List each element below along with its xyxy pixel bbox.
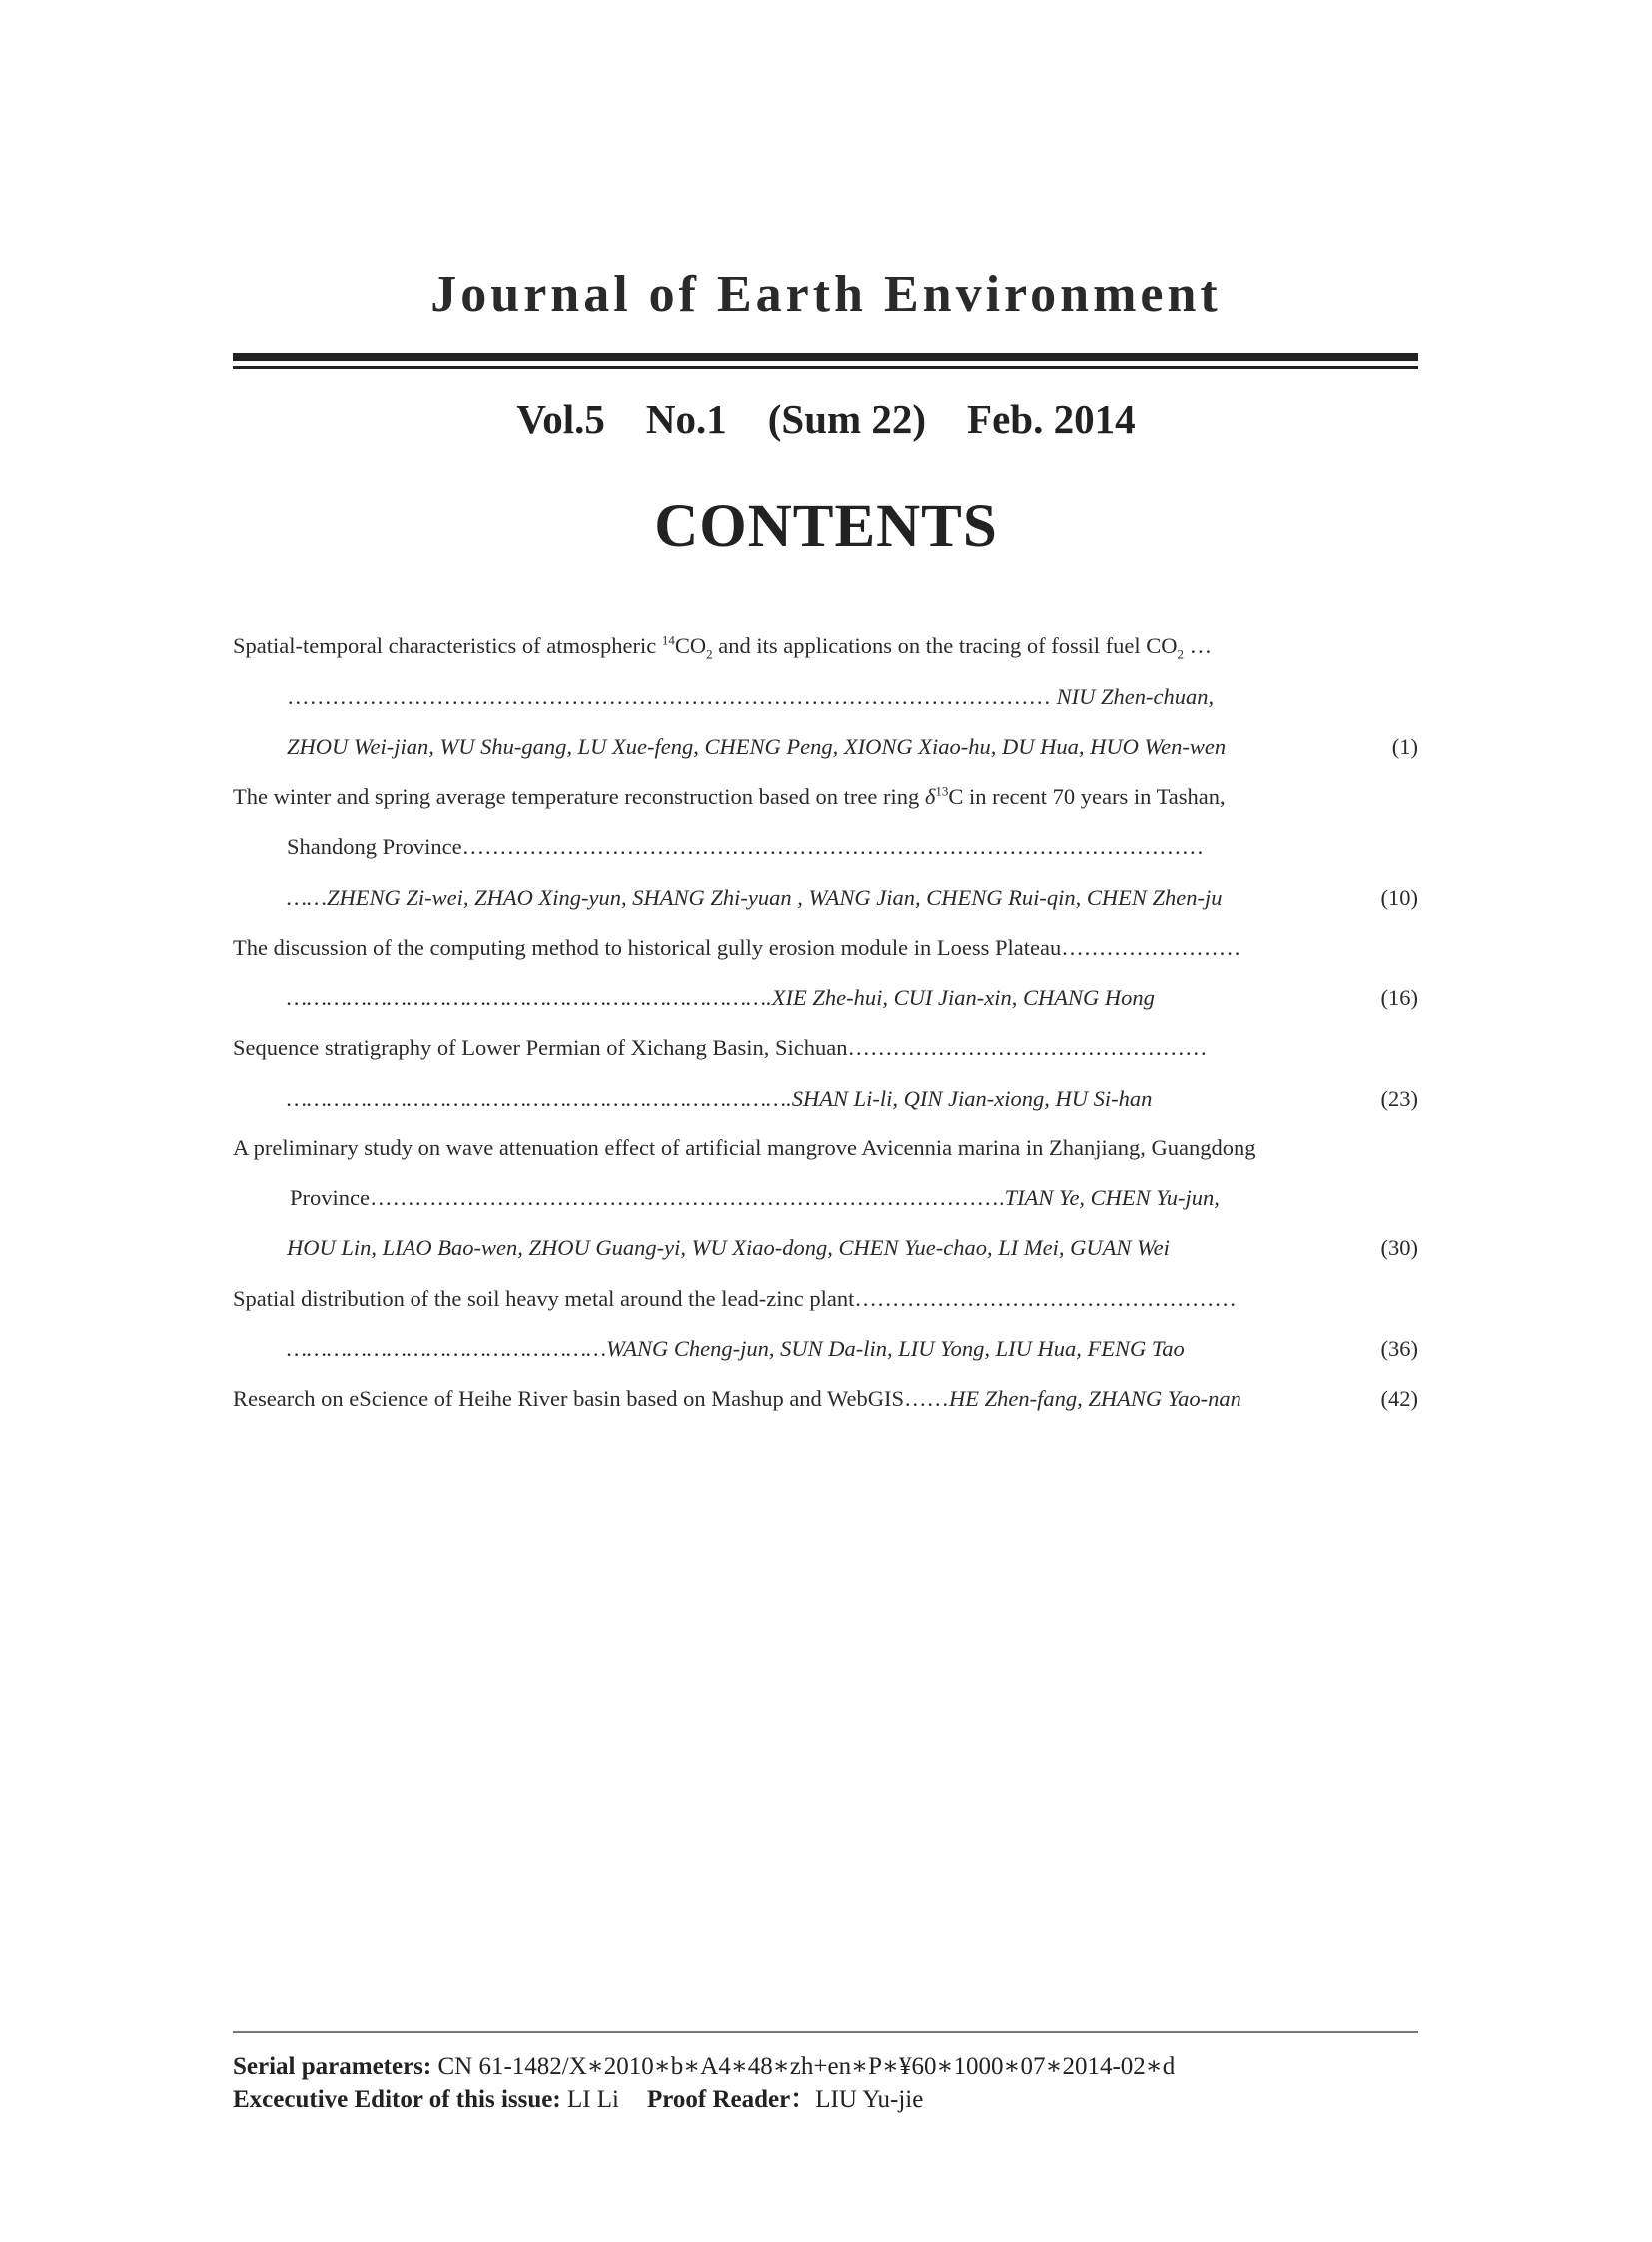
article-1-title-text-2: CO bbox=[674, 633, 707, 658]
editor-value: LI Li bbox=[566, 2086, 620, 2113]
article-3-authors-line bbox=[287, 984, 1155, 1012]
article-5-authors-2: HOU Lin, LIAO Bao-wen, ZHOU Guang-yi, WU Xiao-dong, CHEN Yue-chao, LI Mei, GUAN Wei bbox=[287, 1235, 1170, 1260]
article-5-authors: TIAN Ye, CHEN Yu-jun, bbox=[1004, 1185, 1220, 1210]
article-1-leader-line bbox=[287, 683, 1214, 711]
proof-reader-value: LIU Yu-jie bbox=[815, 2086, 924, 2113]
article-2-page: (10) bbox=[1380, 885, 1418, 910]
article-1-authors-line-2 bbox=[287, 733, 1226, 761]
article-2-title-line-2: Shandong Province……………………………………………………………………………………… bbox=[287, 834, 1205, 859]
journal-title: Journal of Earth Environment bbox=[430, 266, 1222, 323]
issue-info: Vol.5 No.1 (Sum 22) Feb. 2014 bbox=[516, 396, 1136, 442]
proof-reader-colon: ： bbox=[790, 2086, 816, 2113]
serial-value: CN 61-1482/X∗2010∗b∗A4∗48∗zh+en∗P∗¥60∗1000∗07∗2014-02∗d bbox=[437, 2053, 1176, 2080]
article-7-authors: HE Zhen-fang, ZHANG Yao-nan bbox=[948, 1386, 1241, 1411]
article-2-title[interactable] bbox=[233, 783, 1226, 811]
article-5-authors-line-2 bbox=[287, 1234, 1170, 1262]
article-2-title-sup: 13 bbox=[935, 783, 949, 799]
article-1-title[interactable] bbox=[233, 632, 1212, 660]
article-6-title[interactable]: Spatial distribution of the soil heavy metal around the lead-zinc plant…………………………………………… bbox=[233, 1286, 1237, 1311]
article-1-title-text: Spatial-temporal characteristics of atmospheric bbox=[233, 633, 662, 658]
serial-parameters bbox=[233, 2051, 1175, 2083]
article-1-authors-2: ZHOU Wei-jian, WU Shu-gang, LU Xue-feng, CHENG Peng, XIONG Xiao-hu, DU Hua, HUO Wen-wen bbox=[287, 734, 1227, 759]
article-4-authors: ………………………………………………………………….SHAN Li-li, QIN Jian-xiong, HU Si-han bbox=[287, 1086, 1153, 1111]
article-1-title-text-4: … bbox=[1184, 633, 1213, 658]
article-5-title[interactable]: A preliminary study on wave attenuation effect of artificial mangrove Avicennia marina in Zhanjiang, Guangdong bbox=[233, 1135, 1256, 1160]
proof-reader-label: Proof Reader bbox=[647, 2086, 791, 2113]
article-1-title-sup: 14 bbox=[661, 632, 675, 648]
article-7-title[interactable] bbox=[233, 1385, 1241, 1413]
article-3-title[interactable]: The discussion of the computing method to historical gully erosion module in Loess Plateau…………………… bbox=[233, 935, 1241, 960]
article-2-title-text: The winter and spring average temperature reconstruction based on tree ring bbox=[233, 784, 925, 809]
article-6-authors-line bbox=[287, 1335, 1185, 1363]
article-1-authors: NIU Zhen-chuan, bbox=[1056, 684, 1215, 709]
article-1-title-text-3: and its applications on the tracing of fossil fuel CO bbox=[712, 633, 1178, 658]
article-3-authors: ……………………………………………………………….XIE Zhe-hui, CUI Jian-xin, CHANG Hong bbox=[287, 985, 1155, 1010]
article-3-page: (16) bbox=[1380, 985, 1418, 1010]
header-rule-thin bbox=[233, 366, 1418, 369]
article-1-page: (1) bbox=[1391, 734, 1418, 759]
editor-line bbox=[233, 2084, 923, 2116]
footer-rule bbox=[233, 2031, 1418, 2033]
article-5-page: (30) bbox=[1380, 1235, 1418, 1260]
article-1-title-sub-2: 2 bbox=[1177, 646, 1185, 662]
article-2-authors-line bbox=[287, 884, 1223, 912]
article-6-page: (36) bbox=[1380, 1336, 1418, 1361]
editor-label: Excecutive Editor of this issue: bbox=[233, 2086, 567, 2113]
article-4-page: (23) bbox=[1380, 1086, 1418, 1111]
article-2-title-delta: δ bbox=[924, 784, 936, 809]
article-5-title-line-2 bbox=[290, 1184, 1220, 1212]
article-1-leader: ………………………………………………………………………………………… bbox=[287, 684, 1057, 709]
article-2-authors: ……ZHENG Zi-wei, ZHAO Xing-yun, SHANG Zhi-yuan , WANG Jian, CHENG Rui-qin, CHEN Zhen-ju bbox=[287, 885, 1223, 910]
article-7-title-text: Research on eScience of Heihe River basin based on Mashup and WebGIS…… bbox=[233, 1386, 949, 1411]
contents-heading: CONTENTS bbox=[654, 493, 998, 560]
article-4-authors-line bbox=[287, 1085, 1152, 1113]
article-2-title-text-2: C in recent 70 years in Tashan, bbox=[948, 784, 1226, 809]
article-7-page: (42) bbox=[1380, 1386, 1418, 1411]
article-1-title-sub: 2 bbox=[706, 646, 713, 662]
header-rule-thick bbox=[233, 353, 1418, 361]
article-4-title[interactable]: Sequence stratigraphy of Lower Permian of Xichang Basin, Sichuan………………………………………… bbox=[233, 1035, 1208, 1060]
article-6-authors: …………………………………………WANG Cheng-jun, SUN Da-lin, LIU Yong, LIU Hua, FENG Tao bbox=[287, 1336, 1185, 1361]
article-5-title-text-2: Province…………………………………………………………………………. bbox=[290, 1185, 1005, 1210]
serial-label: Serial parameters: bbox=[233, 2053, 438, 2080]
